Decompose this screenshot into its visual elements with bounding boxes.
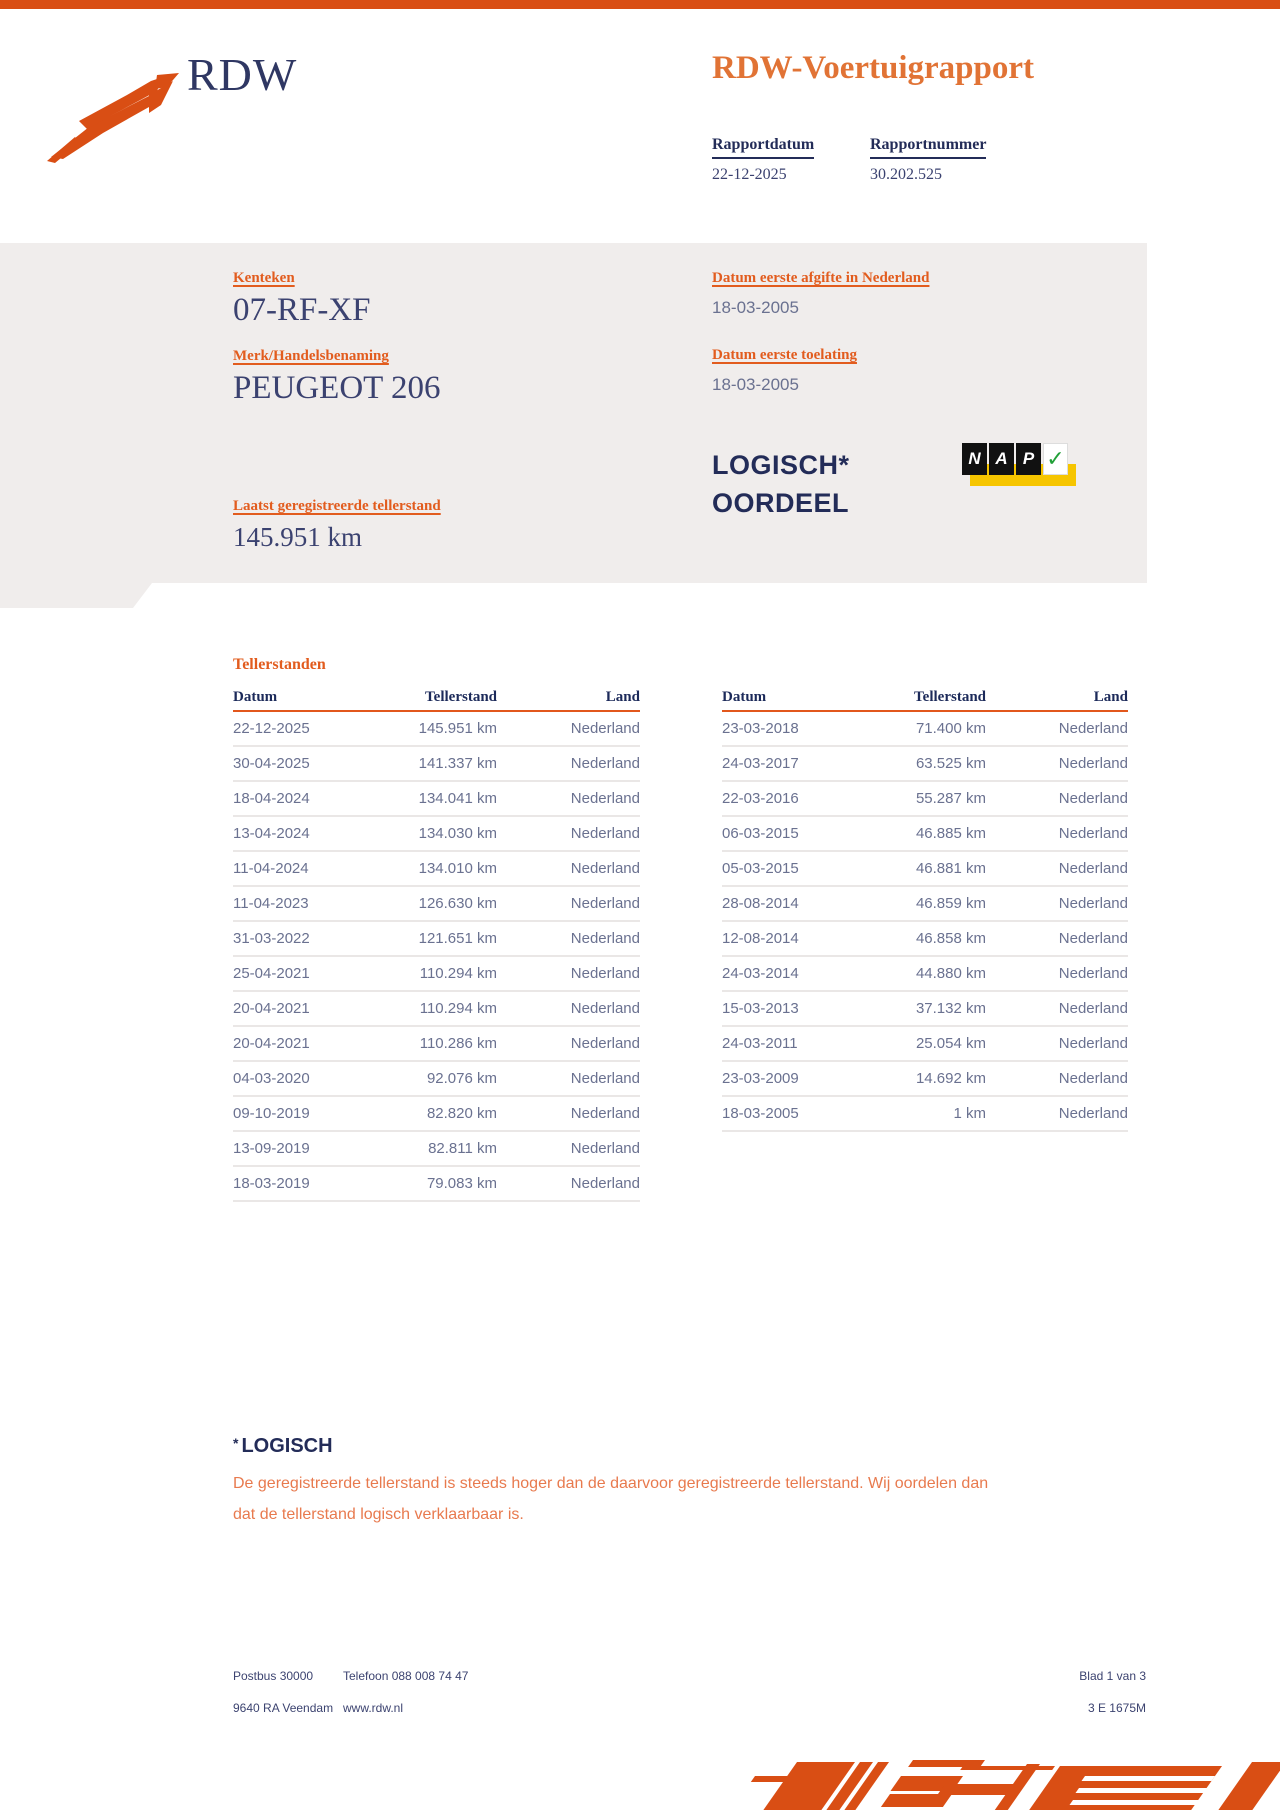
table-row <box>722 817 1128 852</box>
note-line1: De geregistreerde tellerstand is steeds hoger dan de daarvoor geregistreerde tellerstand. Wij oordelen dan <box>233 1475 989 1492</box>
merk-label: Merk/Handelsbenaming <box>233 348 389 364</box>
footer-page-info <box>1079 1660 1146 1724</box>
table-row <box>722 1097 1128 1132</box>
cell-datum: 04-03-2020 <box>233 1070 310 1087</box>
cell-datum: 12-08-2014 <box>722 930 799 947</box>
table-row <box>722 957 1128 992</box>
cell-datum: 28-08-2014 <box>722 895 799 912</box>
cell-land: Nederland <box>570 1105 640 1122</box>
table-row <box>233 1132 640 1167</box>
table-row <box>722 1027 1128 1062</box>
cell-land: Nederland <box>1058 1105 1128 1122</box>
table-row <box>233 747 640 782</box>
cell-land: Nederland <box>570 895 640 912</box>
cell-datum: 09-10-2019 <box>233 1105 310 1122</box>
cell-land: Nederland <box>570 755 640 772</box>
tellerstanden-table-left <box>233 688 640 1202</box>
cell-tellerstand: 92.076 km <box>426 1070 497 1087</box>
logisch-note-heading <box>233 1435 333 1458</box>
cell-datum: 24-03-2014 <box>722 965 799 982</box>
cell-datum: 18-03-2019 <box>233 1175 310 1192</box>
footer-address-line1: Postbus 30000 <box>233 1669 314 1683</box>
tellerstanden-heading: Tellerstanden <box>233 656 326 673</box>
cell-tellerstand: 46.859 km <box>915 895 986 912</box>
cell-land: Nederland <box>570 720 640 737</box>
cell-tellerstand: 110.286 km <box>419 1035 497 1052</box>
table-body-left <box>233 712 640 1202</box>
table-header-row <box>233 688 640 712</box>
cell-tellerstand: 79.083 km <box>426 1175 497 1192</box>
eerste-afgifte-label: Datum eerste afgifte in Nederland <box>712 270 930 286</box>
table-row <box>722 922 1128 957</box>
cell-tellerstand: 55.287 km <box>915 790 986 807</box>
cell-tellerstand: 126.630 km <box>418 895 497 912</box>
table-body-right <box>722 712 1128 1132</box>
oordeel-line2: OORDEEL <box>712 488 850 518</box>
cell-land: Nederland <box>1058 1000 1128 1017</box>
footer-website: www.rdw.nl <box>343 1701 404 1715</box>
cell-tellerstand: 44.880 km <box>915 965 986 982</box>
kenteken-value: 07-RF-XF <box>233 292 371 328</box>
column-header-tellerstand: Tellerstand <box>425 689 497 705</box>
report-date-value: 22-12-2025 <box>712 166 787 183</box>
cell-tellerstand: 110.294 km <box>419 965 497 982</box>
table-row <box>233 817 640 852</box>
merk-value: PEUGEOT 206 <box>233 370 441 406</box>
cell-datum: 20-04-2021 <box>233 1035 310 1052</box>
cell-tellerstand: 37.132 km <box>915 1000 986 1017</box>
cell-datum: 18-03-2005 <box>722 1105 799 1122</box>
cell-datum: 05-03-2015 <box>722 860 799 877</box>
eerste-afgifte-value: 18-03-2005 <box>712 298 799 317</box>
tellerstanden-table-right <box>722 688 1128 1132</box>
note-line2: dat de tellerstand logisch verklaarbaar is. <box>233 1506 524 1523</box>
cell-land: Nederland <box>1058 895 1128 912</box>
nap-check-icon: ✓ <box>1043 443 1068 475</box>
table-row <box>722 887 1128 922</box>
table-row <box>233 922 640 957</box>
footer-phone: Telefoon 088 008 74 47 <box>343 1669 469 1683</box>
footer-address <box>233 1660 343 1724</box>
table-row <box>722 1062 1128 1097</box>
report-meta <box>712 136 986 184</box>
logisch-heading-text: LOGISCH <box>241 1435 333 1457</box>
cell-land: Nederland <box>1058 790 1128 807</box>
cell-land: Nederland <box>570 790 640 807</box>
laatste-tellerstand-value: 145.951 km <box>233 522 363 552</box>
logisch-note-body <box>233 1468 1033 1530</box>
cell-land: Nederland <box>1058 1035 1128 1052</box>
document-title: RDW-Voertuigrapport <box>712 50 1035 86</box>
table-row <box>233 992 640 1027</box>
table-row <box>233 1062 640 1097</box>
cell-tellerstand: 110.294 km <box>419 1000 497 1017</box>
footer-address-line2: 9640 RA Veendam <box>233 1701 334 1715</box>
cell-tellerstand: 1 km <box>953 1105 986 1122</box>
cell-datum: 06-03-2015 <box>722 825 799 842</box>
cell-land: Nederland <box>570 1035 640 1052</box>
cell-tellerstand: 134.041 km <box>418 790 497 807</box>
cell-land: Nederland <box>570 1140 640 1157</box>
cell-datum: 22-12-2025 <box>233 720 310 737</box>
eerste-toelating-label: Datum eerste toelating <box>712 347 857 363</box>
cell-datum: 13-09-2019 <box>233 1140 310 1157</box>
report-number-label: Rapportnummer <box>870 136 986 159</box>
cell-datum: 23-03-2018 <box>722 720 799 737</box>
table-header-row <box>722 688 1128 712</box>
nap-letter-a: A <box>989 443 1014 475</box>
footer-doc-code: 3 E 1675M <box>1087 1701 1146 1715</box>
cell-land: Nederland <box>1058 965 1128 982</box>
footnote-star: * <box>233 1435 239 1451</box>
top-accent-bar <box>0 0 1280 9</box>
cell-tellerstand: 134.030 km <box>418 825 497 842</box>
cell-land: Nederland <box>1058 720 1128 737</box>
table-row <box>233 957 640 992</box>
cell-tellerstand: 82.811 km <box>428 1140 497 1157</box>
cell-land: Nederland <box>570 1000 640 1017</box>
cell-tellerstand: 145.951 km <box>418 720 497 737</box>
table-row <box>233 1027 640 1062</box>
oordeel-line1: LOGISCH* <box>712 450 850 480</box>
footer-page-number: Blad 1 van 3 <box>1079 1669 1146 1683</box>
report-date-label: Rapportdatum <box>712 136 814 159</box>
cell-land: Nederland <box>570 860 640 877</box>
nap-letter-n: N <box>962 443 987 475</box>
cell-land: Nederland <box>1058 860 1128 877</box>
cell-tellerstand: 14.692 km <box>915 1070 986 1087</box>
cell-tellerstand: 63.525 km <box>915 755 986 772</box>
kenteken-label: Kenteken <box>233 270 295 286</box>
column-header-tellerstand: Tellerstand <box>914 689 986 705</box>
laatste-tellerstand-label: Laatst geregistreerde tellerstand <box>233 498 441 514</box>
cell-tellerstand: 46.881 km <box>915 860 986 877</box>
report-number-value: 30.202.525 <box>870 166 942 183</box>
cell-land: Nederland <box>570 825 640 842</box>
cell-tellerstand: 141.337 km <box>418 755 497 772</box>
cell-datum: 15-03-2013 <box>722 1000 799 1017</box>
cell-land: Nederland <box>570 930 640 947</box>
column-header-land: Land <box>605 689 640 705</box>
cell-land: Nederland <box>570 1175 640 1192</box>
table-row <box>722 852 1128 887</box>
table-row <box>722 992 1128 1027</box>
column-header-datum: Datum <box>722 689 767 705</box>
nap-logo <box>962 443 1084 489</box>
column-header-datum: Datum <box>233 689 278 705</box>
cell-datum: 23-03-2009 <box>722 1070 799 1087</box>
report-number-block <box>870 136 986 184</box>
cell-datum: 11-04-2023 <box>233 895 309 912</box>
cell-datum: 25-04-2021 <box>233 965 310 982</box>
cell-datum: 13-04-2024 <box>233 825 310 842</box>
nap-tiles <box>962 443 1068 475</box>
footer-contact <box>343 1660 1079 1724</box>
table-row <box>233 1097 640 1132</box>
cell-land: Nederland <box>570 965 640 982</box>
table-row <box>722 712 1128 747</box>
cell-tellerstand: 82.820 km <box>426 1105 497 1122</box>
cell-tellerstand: 46.858 km <box>915 930 986 947</box>
cell-land: Nederland <box>1058 755 1128 772</box>
cell-datum: 11-04-2024 <box>233 860 309 877</box>
cell-land: Nederland <box>570 1070 640 1087</box>
table-row <box>233 712 640 747</box>
cell-tellerstand: 134.010 km <box>418 860 497 877</box>
rdw-logo-text: RDW <box>187 49 298 100</box>
cell-datum: 31-03-2022 <box>233 930 310 947</box>
cell-land: Nederland <box>1058 825 1128 842</box>
cell-datum: 22-03-2016 <box>722 790 799 807</box>
cell-tellerstand: 71.400 km <box>915 720 986 737</box>
oordeel-text <box>712 446 850 522</box>
page-footer <box>233 1660 1146 1724</box>
cell-tellerstand: 121.651 km <box>418 930 497 947</box>
cell-datum: 20-04-2021 <box>233 1000 310 1017</box>
rdw-wing-icon <box>45 73 180 165</box>
footer-graphic <box>755 1740 1280 1810</box>
cell-datum: 24-03-2011 <box>722 1035 798 1052</box>
nap-letter-p: P <box>1016 443 1041 475</box>
cell-tellerstand: 46.885 km <box>915 825 986 842</box>
table-row <box>722 782 1128 817</box>
report-date-block <box>712 136 870 184</box>
vehicle-summary-panel <box>0 243 1147 608</box>
cell-datum: 24-03-2017 <box>722 755 799 772</box>
table-row <box>233 852 640 887</box>
cell-land: Nederland <box>1058 1070 1128 1087</box>
cell-tellerstand: 25.054 km <box>915 1035 986 1052</box>
table-row <box>233 887 640 922</box>
column-header-land: Land <box>1093 689 1128 705</box>
eerste-toelating-value: 18-03-2005 <box>712 375 799 394</box>
cell-land: Nederland <box>1058 930 1128 947</box>
table-row <box>233 782 640 817</box>
cell-datum: 30-04-2025 <box>233 755 310 772</box>
table-row <box>233 1167 640 1202</box>
table-row <box>722 747 1128 782</box>
cell-datum: 18-04-2024 <box>233 790 310 807</box>
